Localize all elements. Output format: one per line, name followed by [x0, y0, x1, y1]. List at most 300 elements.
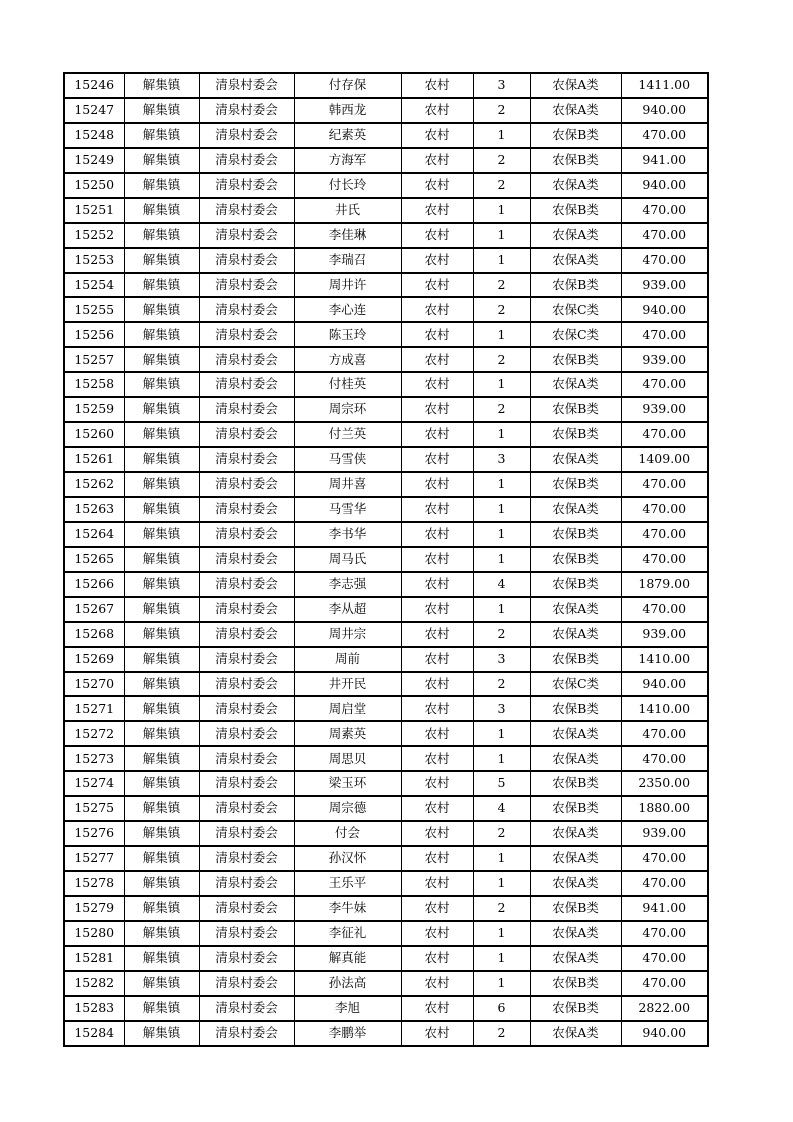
cell-village-committee: 清泉村委会 [199, 372, 294, 397]
cell-serial-number: 15257 [64, 347, 124, 372]
cell-town: 解集镇 [124, 447, 199, 472]
table-row [64, 497, 708, 522]
cell-person-name: 李鹏举 [294, 1021, 401, 1046]
cell-residence-type: 农村 [401, 223, 473, 248]
cell-residence-type: 农村 [401, 497, 473, 522]
cell-serial-number: 15262 [64, 472, 124, 497]
cell-residence-type: 农村 [401, 273, 473, 298]
cell-village-committee: 清泉村委会 [199, 771, 294, 796]
cell-amount: 1409.00 [621, 447, 708, 472]
cell-town: 解集镇 [124, 771, 199, 796]
cell-serial-number: 15284 [64, 1021, 124, 1046]
cell-person-name: 付会 [294, 821, 401, 846]
cell-person-count: 1 [473, 497, 530, 522]
cell-person-count: 1 [473, 198, 530, 223]
cell-residence-type: 农村 [401, 846, 473, 871]
cell-person-count: 2 [473, 397, 530, 422]
cell-residence-type: 农村 [401, 522, 473, 547]
cell-town: 解集镇 [124, 721, 199, 746]
cell-town: 解集镇 [124, 746, 199, 771]
cell-village-committee: 清泉村委会 [199, 522, 294, 547]
cell-residence-type: 农村 [401, 173, 473, 198]
cell-town: 解集镇 [124, 297, 199, 322]
cell-amount: 470.00 [621, 372, 708, 397]
cell-person-name: 马雪侠 [294, 447, 401, 472]
table-row [64, 223, 708, 248]
cell-residence-type: 农村 [401, 771, 473, 796]
cell-amount: 470.00 [621, 322, 708, 347]
cell-village-committee: 清泉村委会 [199, 422, 294, 447]
cell-person-name: 李征礼 [294, 921, 401, 946]
cell-person-name: 李心连 [294, 297, 401, 322]
cell-town: 解集镇 [124, 497, 199, 522]
cell-person-name: 李牛妹 [294, 896, 401, 921]
cell-person-name: 周思贝 [294, 746, 401, 771]
table-row [64, 647, 708, 672]
cell-village-committee: 清泉村委会 [199, 1021, 294, 1046]
cell-person-name: 周马氏 [294, 547, 401, 572]
cell-residence-type: 农村 [401, 547, 473, 572]
cell-serial-number: 15267 [64, 597, 124, 622]
cell-village-committee: 清泉村委会 [199, 148, 294, 173]
cell-amount: 470.00 [621, 871, 708, 896]
cell-insurance-category: 农保A类 [530, 622, 621, 647]
cell-insurance-category: 农保A类 [530, 597, 621, 622]
cell-town: 解集镇 [124, 547, 199, 572]
cell-insurance-category: 农保A类 [530, 248, 621, 273]
cell-insurance-category: 农保B类 [530, 971, 621, 996]
cell-amount: 940.00 [621, 1021, 708, 1046]
cell-town: 解集镇 [124, 522, 199, 547]
cell-serial-number: 15252 [64, 223, 124, 248]
cell-town: 解集镇 [124, 273, 199, 298]
cell-serial-number: 15246 [64, 73, 124, 98]
cell-residence-type: 农村 [401, 422, 473, 447]
cell-person-name: 井氏 [294, 198, 401, 223]
pension-roster-table-container [63, 72, 709, 1047]
cell-person-count: 1 [473, 871, 530, 896]
cell-amount: 470.00 [621, 198, 708, 223]
cell-serial-number: 15260 [64, 422, 124, 447]
table-row [64, 347, 708, 372]
cell-residence-type: 农村 [401, 696, 473, 721]
cell-person-name: 周井许 [294, 273, 401, 298]
cell-village-committee: 清泉村委会 [199, 248, 294, 273]
table-row [64, 148, 708, 173]
cell-insurance-category: 农保B类 [530, 198, 621, 223]
cell-person-name: 周启堂 [294, 696, 401, 721]
cell-amount: 470.00 [621, 746, 708, 771]
cell-village-committee: 清泉村委会 [199, 297, 294, 322]
cell-town: 解集镇 [124, 98, 199, 123]
table-row [64, 1021, 708, 1046]
cell-amount: 1880.00 [621, 796, 708, 821]
table-row [64, 198, 708, 223]
cell-village-committee: 清泉村委会 [199, 647, 294, 672]
cell-amount: 470.00 [621, 846, 708, 871]
cell-person-name: 井开民 [294, 672, 401, 697]
cell-village-committee: 清泉村委会 [199, 622, 294, 647]
cell-village-committee: 清泉村委会 [199, 223, 294, 248]
cell-person-name: 周井宗 [294, 622, 401, 647]
cell-insurance-category: 农保B类 [530, 422, 621, 447]
cell-serial-number: 15247 [64, 98, 124, 123]
table-row [64, 397, 708, 422]
cell-residence-type: 农村 [401, 1021, 473, 1046]
table-row [64, 248, 708, 273]
cell-amount: 941.00 [621, 896, 708, 921]
table-row [64, 422, 708, 447]
cell-village-committee: 清泉村委会 [199, 946, 294, 971]
cell-person-count: 6 [473, 996, 530, 1021]
cell-village-committee: 清泉村委会 [199, 173, 294, 198]
cell-town: 解集镇 [124, 871, 199, 896]
cell-serial-number: 15264 [64, 522, 124, 547]
cell-person-name: 李书华 [294, 522, 401, 547]
cell-person-count: 1 [473, 921, 530, 946]
cell-amount: 470.00 [621, 522, 708, 547]
cell-person-name: 付长玲 [294, 173, 401, 198]
cell-residence-type: 农村 [401, 971, 473, 996]
cell-insurance-category: 农保B类 [530, 771, 621, 796]
cell-amount: 1879.00 [621, 572, 708, 597]
cell-residence-type: 农村 [401, 322, 473, 347]
cell-amount: 1411.00 [621, 73, 708, 98]
table-row [64, 696, 708, 721]
table-row [64, 771, 708, 796]
cell-person-count: 1 [473, 946, 530, 971]
cell-person-name: 周宗环 [294, 397, 401, 422]
cell-amount: 470.00 [621, 971, 708, 996]
cell-village-committee: 清泉村委会 [199, 73, 294, 98]
cell-village-committee: 清泉村委会 [199, 971, 294, 996]
cell-person-name: 方成喜 [294, 347, 401, 372]
cell-village-committee: 清泉村委会 [199, 472, 294, 497]
cell-person-name: 付桂英 [294, 372, 401, 397]
cell-person-count: 5 [473, 771, 530, 796]
cell-village-committee: 清泉村委会 [199, 273, 294, 298]
cell-amount: 470.00 [621, 597, 708, 622]
cell-person-name: 韩西龙 [294, 98, 401, 123]
cell-amount: 470.00 [621, 497, 708, 522]
cell-person-count: 3 [473, 447, 530, 472]
cell-person-name: 陈玉玲 [294, 322, 401, 347]
cell-person-name: 周井喜 [294, 472, 401, 497]
cell-amount: 470.00 [621, 123, 708, 148]
table-row [64, 796, 708, 821]
cell-residence-type: 农村 [401, 597, 473, 622]
cell-amount: 2822.00 [621, 996, 708, 1021]
cell-insurance-category: 农保B类 [530, 148, 621, 173]
cell-village-committee: 清泉村委会 [199, 98, 294, 123]
table-row [64, 971, 708, 996]
cell-insurance-category: 农保B类 [530, 273, 621, 298]
cell-residence-type: 农村 [401, 248, 473, 273]
cell-insurance-category: 农保B类 [530, 472, 621, 497]
cell-serial-number: 15266 [64, 572, 124, 597]
cell-amount: 470.00 [621, 472, 708, 497]
cell-person-count: 1 [473, 322, 530, 347]
table-row [64, 572, 708, 597]
cell-town: 解集镇 [124, 422, 199, 447]
cell-serial-number: 15254 [64, 273, 124, 298]
cell-town: 解集镇 [124, 672, 199, 697]
cell-residence-type: 农村 [401, 572, 473, 597]
table-body [64, 73, 708, 1046]
cell-residence-type: 农村 [401, 871, 473, 896]
cell-village-committee: 清泉村委会 [199, 896, 294, 921]
table-row [64, 522, 708, 547]
table-row [64, 622, 708, 647]
cell-town: 解集镇 [124, 123, 199, 148]
cell-amount: 939.00 [621, 347, 708, 372]
cell-insurance-category: 农保A类 [530, 497, 621, 522]
cell-amount: 470.00 [621, 422, 708, 447]
cell-residence-type: 农村 [401, 921, 473, 946]
cell-residence-type: 农村 [401, 721, 473, 746]
cell-amount: 470.00 [621, 547, 708, 572]
cell-residence-type: 农村 [401, 397, 473, 422]
table-row [64, 98, 708, 123]
cell-residence-type: 农村 [401, 447, 473, 472]
cell-town: 解集镇 [124, 198, 199, 223]
cell-person-name: 纪素英 [294, 123, 401, 148]
cell-person-count: 2 [473, 347, 530, 372]
cell-village-committee: 清泉村委会 [199, 447, 294, 472]
cell-residence-type: 农村 [401, 946, 473, 971]
table-row [64, 372, 708, 397]
cell-insurance-category: 农保A类 [530, 921, 621, 946]
cell-insurance-category: 农保B类 [530, 347, 621, 372]
cell-person-count: 2 [473, 98, 530, 123]
cell-person-count: 3 [473, 696, 530, 721]
cell-person-count: 2 [473, 622, 530, 647]
cell-village-committee: 清泉村委会 [199, 597, 294, 622]
cell-residence-type: 农村 [401, 73, 473, 98]
cell-person-name: 李志强 [294, 572, 401, 597]
cell-village-committee: 清泉村委会 [199, 821, 294, 846]
table-row [64, 921, 708, 946]
cell-person-count: 1 [473, 522, 530, 547]
cell-village-committee: 清泉村委会 [199, 796, 294, 821]
cell-insurance-category: 农保B类 [530, 397, 621, 422]
cell-insurance-category: 农保A类 [530, 946, 621, 971]
cell-amount: 939.00 [621, 821, 708, 846]
cell-town: 解集镇 [124, 647, 199, 672]
cell-serial-number: 15274 [64, 771, 124, 796]
table-row [64, 297, 708, 322]
cell-insurance-category: 农保A类 [530, 223, 621, 248]
cell-town: 解集镇 [124, 597, 199, 622]
cell-insurance-category: 农保C类 [530, 322, 621, 347]
cell-village-committee: 清泉村委会 [199, 322, 294, 347]
cell-person-count: 2 [473, 1021, 530, 1046]
cell-person-count: 4 [473, 572, 530, 597]
cell-village-committee: 清泉村委会 [199, 198, 294, 223]
cell-serial-number: 15248 [64, 123, 124, 148]
cell-village-committee: 清泉村委会 [199, 497, 294, 522]
cell-person-count: 3 [473, 73, 530, 98]
cell-person-count: 2 [473, 672, 530, 697]
cell-village-committee: 清泉村委会 [199, 871, 294, 896]
cell-village-committee: 清泉村委会 [199, 347, 294, 372]
cell-amount: 2350.00 [621, 771, 708, 796]
cell-insurance-category: 农保B类 [530, 572, 621, 597]
cell-residence-type: 农村 [401, 622, 473, 647]
cell-village-committee: 清泉村委会 [199, 547, 294, 572]
cell-serial-number: 15277 [64, 846, 124, 871]
cell-amount: 470.00 [621, 721, 708, 746]
cell-person-count: 1 [473, 123, 530, 148]
cell-person-count: 1 [473, 248, 530, 273]
cell-person-name: 孙汉怀 [294, 846, 401, 871]
table-row [64, 547, 708, 572]
cell-serial-number: 15265 [64, 547, 124, 572]
cell-serial-number: 15263 [64, 497, 124, 522]
cell-insurance-category: 农保A类 [530, 1021, 621, 1046]
cell-serial-number: 15270 [64, 672, 124, 697]
cell-amount: 940.00 [621, 672, 708, 697]
cell-serial-number: 15255 [64, 297, 124, 322]
cell-person-name: 王乐平 [294, 871, 401, 896]
cell-insurance-category: 农保A类 [530, 372, 621, 397]
cell-amount: 939.00 [621, 622, 708, 647]
cell-insurance-category: 农保A类 [530, 98, 621, 123]
cell-town: 解集镇 [124, 472, 199, 497]
cell-person-name: 付存保 [294, 73, 401, 98]
cell-town: 解集镇 [124, 622, 199, 647]
cell-person-count: 1 [473, 372, 530, 397]
cell-insurance-category: 农保C类 [530, 297, 621, 322]
cell-serial-number: 15283 [64, 996, 124, 1021]
cell-person-name: 李佳琳 [294, 223, 401, 248]
cell-town: 解集镇 [124, 846, 199, 871]
cell-serial-number: 15250 [64, 173, 124, 198]
cell-village-committee: 清泉村委会 [199, 572, 294, 597]
cell-amount: 470.00 [621, 223, 708, 248]
cell-person-count: 1 [473, 721, 530, 746]
cell-serial-number: 15253 [64, 248, 124, 273]
pension-roster-table [63, 72, 709, 1047]
cell-residence-type: 农村 [401, 472, 473, 497]
cell-person-name: 周前 [294, 647, 401, 672]
cell-village-committee: 清泉村委会 [199, 746, 294, 771]
cell-residence-type: 农村 [401, 347, 473, 372]
cell-amount: 1410.00 [621, 696, 708, 721]
cell-town: 解集镇 [124, 73, 199, 98]
cell-person-name: 李瑞召 [294, 248, 401, 273]
cell-serial-number: 15273 [64, 746, 124, 771]
cell-person-count: 1 [473, 223, 530, 248]
cell-town: 解集镇 [124, 696, 199, 721]
cell-village-committee: 清泉村委会 [199, 397, 294, 422]
cell-person-name: 孙法高 [294, 971, 401, 996]
cell-village-committee: 清泉村委会 [199, 123, 294, 148]
cell-person-name: 付兰英 [294, 422, 401, 447]
cell-person-name: 方海军 [294, 148, 401, 173]
cell-insurance-category: 农保A类 [530, 846, 621, 871]
cell-amount: 941.00 [621, 148, 708, 173]
cell-serial-number: 15268 [64, 622, 124, 647]
cell-residence-type: 农村 [401, 796, 473, 821]
cell-amount: 1410.00 [621, 647, 708, 672]
cell-serial-number: 15269 [64, 647, 124, 672]
cell-serial-number: 15259 [64, 397, 124, 422]
cell-serial-number: 15275 [64, 796, 124, 821]
cell-town: 解集镇 [124, 397, 199, 422]
cell-insurance-category: 农保A类 [530, 73, 621, 98]
table-row [64, 322, 708, 347]
cell-town: 解集镇 [124, 347, 199, 372]
cell-serial-number: 15251 [64, 198, 124, 223]
cell-insurance-category: 农保B类 [530, 696, 621, 721]
cell-serial-number: 15258 [64, 372, 124, 397]
cell-town: 解集镇 [124, 223, 199, 248]
cell-person-count: 1 [473, 971, 530, 996]
cell-serial-number: 15278 [64, 871, 124, 896]
cell-serial-number: 15279 [64, 896, 124, 921]
cell-serial-number: 15261 [64, 447, 124, 472]
cell-serial-number: 15280 [64, 921, 124, 946]
table-row [64, 597, 708, 622]
cell-insurance-category: 农保B类 [530, 123, 621, 148]
cell-amount: 939.00 [621, 273, 708, 298]
cell-residence-type: 农村 [401, 996, 473, 1021]
table-row [64, 447, 708, 472]
cell-insurance-category: 农保B类 [530, 796, 621, 821]
cell-village-committee: 清泉村委会 [199, 672, 294, 697]
cell-town: 解集镇 [124, 173, 199, 198]
cell-insurance-category: 农保C类 [530, 672, 621, 697]
cell-person-name: 李从超 [294, 597, 401, 622]
cell-town: 解集镇 [124, 572, 199, 597]
cell-village-committee: 清泉村委会 [199, 996, 294, 1021]
cell-town: 解集镇 [124, 372, 199, 397]
table-row [64, 871, 708, 896]
cell-town: 解集镇 [124, 322, 199, 347]
cell-amount: 940.00 [621, 297, 708, 322]
table-row [64, 846, 708, 871]
cell-town: 解集镇 [124, 1021, 199, 1046]
cell-person-count: 1 [473, 746, 530, 771]
cell-residence-type: 农村 [401, 123, 473, 148]
cell-person-name: 周素英 [294, 721, 401, 746]
cell-serial-number: 15282 [64, 971, 124, 996]
cell-insurance-category: 农保B类 [530, 522, 621, 547]
cell-person-count: 1 [473, 846, 530, 871]
cell-amount: 470.00 [621, 921, 708, 946]
cell-serial-number: 15256 [64, 322, 124, 347]
cell-town: 解集镇 [124, 248, 199, 273]
cell-amount: 940.00 [621, 173, 708, 198]
cell-town: 解集镇 [124, 821, 199, 846]
table-row [64, 746, 708, 771]
cell-person-count: 1 [473, 597, 530, 622]
cell-residence-type: 农村 [401, 746, 473, 771]
cell-person-count: 2 [473, 297, 530, 322]
cell-insurance-category: 农保A类 [530, 871, 621, 896]
table-row [64, 821, 708, 846]
cell-serial-number: 15276 [64, 821, 124, 846]
cell-town: 解集镇 [124, 946, 199, 971]
cell-amount: 470.00 [621, 248, 708, 273]
table-row [64, 472, 708, 497]
cell-person-count: 2 [473, 148, 530, 173]
cell-person-name: 马雪华 [294, 497, 401, 522]
cell-village-committee: 清泉村委会 [199, 846, 294, 871]
cell-residence-type: 农村 [401, 198, 473, 223]
cell-person-count: 3 [473, 647, 530, 672]
